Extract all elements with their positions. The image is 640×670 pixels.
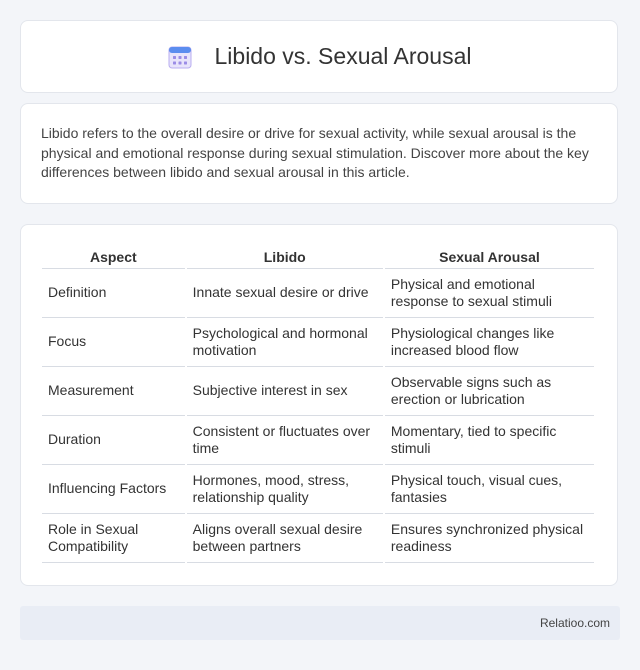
arousal-cell: Physical touch, visual cues, fantasies	[385, 465, 594, 514]
comparison-card	[20, 224, 618, 586]
aspect-cell: Influencing Factors	[42, 465, 185, 514]
aspect-cell: Focus	[42, 318, 185, 367]
column-header: Libido	[187, 245, 383, 269]
libido-cell: Consistent or fluctuates over time	[187, 416, 383, 465]
arousal-cell: Ensures synchronized physical readiness	[385, 514, 594, 563]
table-row	[42, 416, 594, 465]
footer-bar	[20, 606, 620, 640]
aspect-cell: Duration	[42, 416, 185, 465]
aspect-cell: Measurement	[42, 367, 185, 416]
aspect-cell: Definition	[42, 269, 185, 318]
table-header-row	[42, 245, 594, 269]
table-row	[42, 269, 594, 318]
arousal-cell: Physical and emotional response to sexual stimuli	[385, 269, 594, 318]
libido-cell: Innate sexual desire or drive	[187, 269, 383, 318]
column-header: Sexual Arousal	[385, 245, 594, 269]
intro-text: Libido refers to the overall desire or drive for sexual activity, while sexual arousal is the physical and emotional response during sexual stimulation. Discover more about the key differences between libido and sexual arousal in this article.	[41, 125, 589, 180]
arousal-cell: Observable signs such as erection or lubrication	[385, 367, 594, 416]
aspect-cell: Role in Sexual Compatibility	[42, 514, 185, 563]
page-title: Libido vs. Sexual Arousal	[214, 43, 472, 69]
footer-brand[interactable]: Relatioo.com	[539, 616, 610, 630]
table-row	[42, 367, 594, 416]
calendar-icon	[167, 44, 193, 70]
libido-cell: Hormones, mood, stress, relationship quality	[187, 465, 383, 514]
comparison-table	[40, 245, 596, 563]
libido-cell: Aligns overall sexual desire between partners	[187, 514, 383, 563]
table-row	[42, 514, 594, 563]
libido-cell: Psychological and hormonal motivation	[187, 318, 383, 367]
libido-cell: Subjective interest in sex	[187, 367, 383, 416]
table-row	[42, 318, 594, 367]
column-header: Aspect	[42, 245, 185, 269]
arousal-cell: Physiological changes like increased blood flow	[385, 318, 594, 367]
table-row	[42, 465, 594, 514]
arousal-cell: Momentary, tied to specific stimuli	[385, 416, 594, 465]
intro-card	[20, 103, 618, 204]
title-card	[20, 20, 618, 93]
